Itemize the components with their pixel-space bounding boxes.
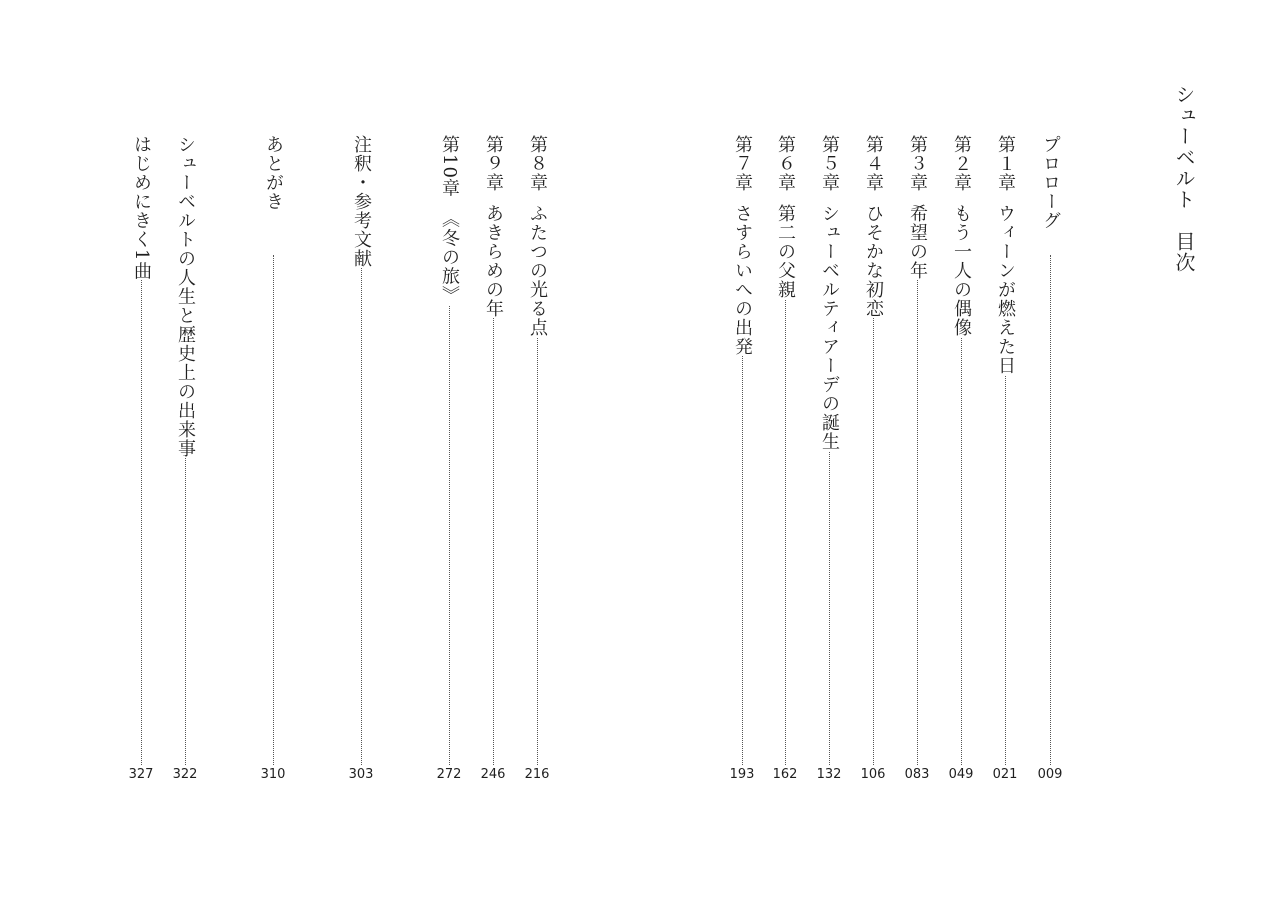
chapter-label: 第10章 — [439, 135, 460, 198]
entry-title: 注釈・参考文献 — [351, 135, 372, 268]
leader-dots — [449, 255, 450, 765]
chapter-label: 第７章 — [732, 135, 753, 192]
toc-entry-chapter-9[interactable] — [478, 135, 508, 785]
leader-dots — [917, 255, 918, 765]
toc-entry-chapter-10[interactable] — [434, 135, 464, 785]
chapter-label: 第９章 — [483, 135, 504, 192]
toc-entry-chapter-5[interactable] — [814, 135, 844, 785]
entry-title: さすらいへの出発 — [732, 204, 753, 356]
chapter-label: 第６章 — [775, 135, 796, 192]
entry-title: ふたつの光る点 — [527, 204, 548, 337]
page-title: シューベルト 目次 — [1172, 84, 1196, 273]
page-number: 162 — [772, 767, 798, 782]
toc-entry-chapter-8[interactable] — [522, 135, 552, 785]
chapter-label: 第１章 — [995, 135, 1016, 192]
entry-title: ひそかな初恋 — [863, 204, 884, 318]
toc-entry-chapter-3[interactable] — [902, 135, 932, 785]
toc-entry-afterword[interactable] — [258, 135, 288, 785]
leader-dots — [1050, 255, 1051, 765]
toc-entry-chapter-2[interactable] — [946, 135, 976, 785]
toc-entry-notes-references[interactable] — [346, 135, 376, 785]
toc-entry-chapter-7[interactable] — [727, 135, 757, 785]
entry-title: シューベルトの人生と歴史上の出来事 — [175, 135, 196, 458]
leader-dots — [785, 255, 786, 765]
toc-entry-timeline[interactable] — [170, 135, 200, 785]
entry-title: 希望の年 — [907, 204, 928, 280]
page-number: 049 — [948, 767, 974, 782]
chapter-label: 第８章 — [527, 135, 548, 192]
entry-title: 第二の父親 — [775, 204, 796, 299]
page-number: 327 — [128, 767, 154, 782]
toc-entry-chapter-1[interactable] — [990, 135, 1020, 785]
page-number: 272 — [436, 767, 462, 782]
entry-title: 《冬の旅》 — [439, 209, 460, 305]
entry-title: あとがき — [263, 135, 284, 211]
entry-title: シューベルティアーデの誕生 — [819, 204, 840, 451]
leader-dots — [273, 255, 274, 765]
toc-entry-prologue[interactable] — [1035, 135, 1065, 785]
entry-title: プロローグ — [1040, 135, 1061, 230]
page-number: 310 — [260, 767, 286, 782]
chapter-label: 第３章 — [907, 135, 928, 192]
chapter-label: 第４章 — [863, 135, 884, 192]
entry-title: あきらめの年 — [483, 204, 504, 318]
page-number: 009 — [1037, 767, 1063, 782]
leader-dots — [361, 255, 362, 765]
chapter-label: 第２章 — [951, 135, 972, 192]
toc-entry-first-listen[interactable] — [126, 135, 156, 785]
entry-title: もう一人の偶像 — [951, 204, 972, 337]
page-number: 322 — [172, 767, 198, 782]
page-number: 246 — [480, 767, 506, 782]
page-number: 132 — [816, 767, 842, 782]
toc-entry-chapter-6[interactable] — [770, 135, 800, 785]
entry-title: ウィーンが燃えた日 — [995, 204, 1016, 375]
page-number: 021 — [992, 767, 1018, 782]
toc-entry-chapter-4[interactable] — [858, 135, 888, 785]
page-number: 083 — [904, 767, 930, 782]
leader-dots — [873, 255, 874, 765]
page-number: 193 — [729, 767, 755, 782]
leader-dots — [141, 255, 142, 765]
page-number: 303 — [348, 767, 374, 782]
leader-dots — [493, 255, 494, 765]
entry-title: はじめにきく1曲 — [131, 135, 152, 281]
page-number: 106 — [860, 767, 886, 782]
page-number: 216 — [524, 767, 550, 782]
chapter-label: 第５章 — [819, 135, 840, 192]
